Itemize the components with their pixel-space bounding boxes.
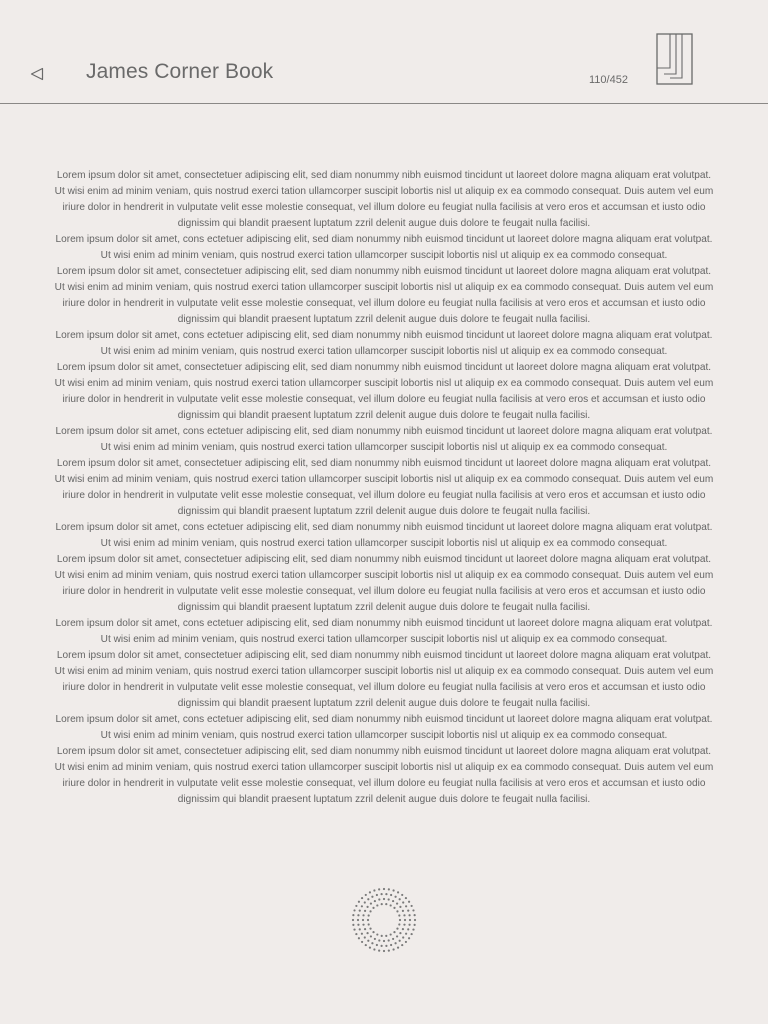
text-paragraph: Lorem ipsum dolor sit amet, consectetuer adipiscing elit, sed diam nonummy nibh euismod tincidunt ut laoreet dolore magna aliquam erat volutpat. Ut wisi enim ad minim veniam, quis nostrud exerci tation ullamcorper suscipit lobortis nisl ut aliquip ex ea commodo consequat. Duis autem vel eum iriure dolor in hendrerit in vulputate velit esse molestie consequat, vel illum dolore eu feugiat nulla facilisis at vero eros et accumsan et iusto odio dignissim qui blandit praesent luptatum zzril delenit augue duis dolore te feugait nulla facilisi.: [54, 170, 714, 229]
loading-indicator: [350, 886, 418, 954]
text-paragraph: Lorem ipsum dolor sit amet, cons ectetuer adipiscing elit, sed diam nonummy nibh euismod tincidunt ut laoreet dolore magna aliquam erat volutpat. Ut wisi enim ad minim veniam, quis nostrud exerci tation ullamcorper suscipit lobortis nisl ut aliquip ex ea commodo consequat.: [55, 234, 713, 261]
text-paragraph: Lorem ipsum dolor sit amet, cons ectetuer adipiscing elit, sed diam nonummy nibh euismod tincidunt ut laoreet dolore magna aliquam erat volutpat. Ut wisi enim ad minim veniam, quis nostrud exerci tation ullamcorper suscipit lobortis nisl ut aliquip ex ea commodo consequat.: [55, 522, 713, 549]
back-button[interactable]: [22, 58, 52, 90]
page-text: [52, 168, 716, 808]
text-paragraph: Lorem ipsum dolor sit amet, consectetuer adipiscing elit, sed diam nonummy nibh euismod tincidunt ut laoreet dolore magna aliquam erat volutpat. Ut wisi enim ad minim veniam, quis nostrud exerci tation ullamcorper suscipit lobortis nisl ut aliquip ex ea commodo consequat. Duis autem vel eum iriure dolor in hendrerit in vulputate velit esse molestie consequat, vel illum dolore eu feugiat nulla facilisis at vero eros et accumsan et iusto odio dignissim qui blandit praesent luptatum zzril delenit augue duis dolore te feugait nulla facilisi.: [54, 362, 714, 421]
text-paragraph: Lorem ipsum dolor sit amet, consectetuer adipiscing elit, sed diam nonummy nibh euismod tincidunt ut laoreet dolore magna aliquam erat volutpat. Ut wisi enim ad minim veniam, quis nostrud exerci tation ullamcorper suscipit lobortis nisl ut aliquip ex ea commodo consequat. Duis autem vel eum iriure dolor in hendrerit in vulputate velit esse molestie consequat, vel illum dolore eu feugiat nulla facilisis at vero eros et accumsan et iusto odio dignissim qui blandit praesent luptatum zzril delenit augue duis dolore te feugait nulla facilisi.: [54, 746, 714, 805]
reader-header: [0, 0, 768, 104]
text-paragraph: Lorem ipsum dolor sit amet, cons ectetuer adipiscing elit, sed diam nonummy nibh euismod tincidunt ut laoreet dolore magna aliquam erat volutpat. Ut wisi enim ad minim veniam, quis nostrud exerci tation ullamcorper suscipit lobortis nisl ut aliquip ex ea commodo consequat.: [55, 618, 713, 645]
back-triangle-icon: [30, 67, 44, 81]
loading-spinner-icon: [350, 886, 418, 954]
text-paragraph: Lorem ipsum dolor sit amet, cons ectetuer adipiscing elit, sed diam nonummy nibh euismod tincidunt ut laoreet dolore magna aliquam erat volutpat. Ut wisi enim ad minim veniam, quis nostrud exerci tation ullamcorper suscipit lobortis nisl ut aliquip ex ea commodo consequat.: [55, 426, 713, 453]
book-title: James Corner Book: [86, 60, 274, 83]
text-paragraph: Lorem ipsum dolor sit amet, consectetuer adipiscing elit, sed diam nonummy nibh euismod tincidunt ut laoreet dolore magna aliquam erat volutpat. Ut wisi enim ad minim veniam, quis nostrud exerci tation ullamcorper suscipit lobortis nisl ut aliquip ex ea commodo consequat. Duis autem vel eum iriure dolor in hendrerit in vulputate velit esse molestie consequat, vel illum dolore eu feugiat nulla facilisis at vero eros et accumsan et iusto odio dignissim qui blandit praesent luptatum zzril delenit augue duis dolore te feugait nulla facilisi.: [54, 266, 714, 325]
book-pages-icon: [656, 33, 694, 86]
text-paragraph: Lorem ipsum dolor sit amet, consectetuer adipiscing elit, sed diam nonummy nibh euismod tincidunt ut laoreet dolore magna aliquam erat volutpat. Ut wisi enim ad minim veniam, quis nostrud exerci tation ullamcorper suscipit lobortis nisl ut aliquip ex ea commodo consequat. Duis autem vel eum iriure dolor in hendrerit in vulputate velit esse molestie consequat, vel illum dolore eu feugiat nulla facilisis at vero eros et accumsan et iusto odio dignissim qui blandit praesent luptatum zzril delenit augue duis dolore te feugait nulla facilisi.: [54, 458, 714, 517]
book-pages-button[interactable]: [656, 33, 694, 86]
text-paragraph: Lorem ipsum dolor sit amet, cons ectetuer adipiscing elit, sed diam nonummy nibh euismod tincidunt ut laoreet dolore magna aliquam erat volutpat. Ut wisi enim ad minim veniam, quis nostrud exerci tation ullamcorper suscipit lobortis nisl ut aliquip ex ea commodo consequat.: [55, 714, 713, 741]
text-paragraph: Lorem ipsum dolor sit amet, consectetuer adipiscing elit, sed diam nonummy nibh euismod tincidunt ut laoreet dolore magna aliquam erat volutpat. Ut wisi enim ad minim veniam, quis nostrud exerci tation ullamcorper suscipit lobortis nisl ut aliquip ex ea commodo consequat. Duis autem vel eum iriure dolor in hendrerit in vulputate velit esse molestie consequat, vel illum dolore eu feugiat nulla facilisis at vero eros et accumsan et iusto odio dignissim qui blandit praesent luptatum zzril delenit augue duis dolore te feugait nulla facilisi.: [54, 650, 714, 709]
text-paragraph: Lorem ipsum dolor sit amet, cons ectetuer adipiscing elit, sed diam nonummy nibh euismod tincidunt ut laoreet dolore magna aliquam erat volutpat. Ut wisi enim ad minim veniam, quis nostrud exerci tation ullamcorper suscipit lobortis nisl ut aliquip ex ea commodo consequat.: [55, 330, 713, 357]
page-indicator: 110/452: [589, 74, 628, 86]
text-paragraph: Lorem ipsum dolor sit amet, consectetuer adipiscing elit, sed diam nonummy nibh euismod tincidunt ut laoreet dolore magna aliquam erat volutpat. Ut wisi enim ad minim veniam, quis nostrud exerci tation ullamcorper suscipit lobortis nisl ut aliquip ex ea commodo consequat. Duis autem vel eum iriure dolor in hendrerit in vulputate velit esse molestie consequat, vel illum dolore eu feugiat nulla facilisis at vero eros et accumsan et iusto odio dignissim qui blandit praesent luptatum zzril delenit augue duis dolore te feugait nulla facilisi.: [54, 554, 714, 613]
